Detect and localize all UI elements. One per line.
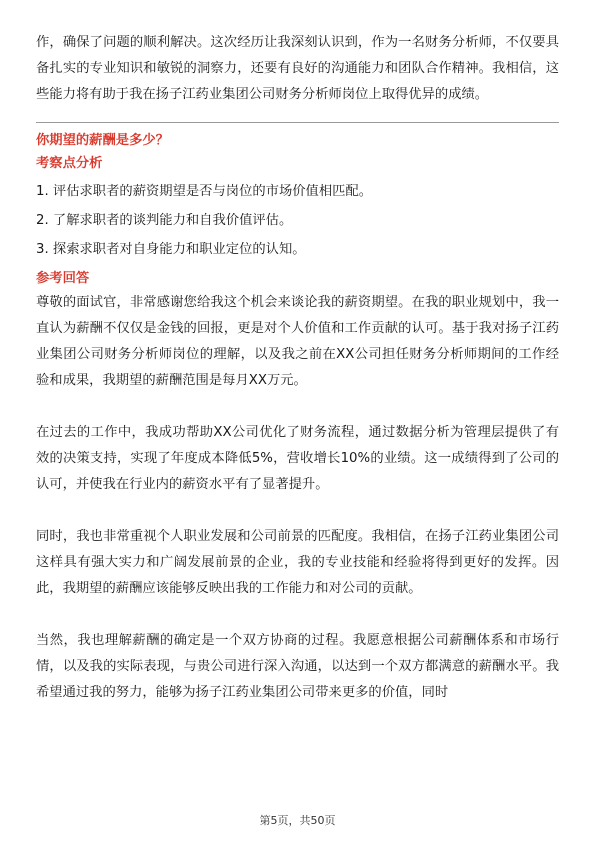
answer-paragraph: 尊敬的面试官，非常感谢您给我这个机会来谈论我的薪资期望。在我的职业规划中，我一直认为薪酬不仅仅是金钱的回报，更是对个人价值和工作贡献的认可。基于我对扬子江药业集团公司财务分析师岗位的理解，以及我之前在XX公司担任财务分析师期间的工作经验和成果，我期望的薪酬范围是每月XX万元。 (36, 295, 559, 388)
section-divider (36, 122, 559, 123)
paragraph-gap (36, 602, 559, 628)
answer-paragraph: 在过去的工作中，我成功帮助XX公司优化了财务流程，通过数据分析为管理层提供了有效的决策支持，实现了年度成本降低5%，营收增长10%的业绩。这一成绩得到了公司的认可，并使我在行业内的薪资水平有了显著提升。 (36, 425, 559, 492)
page-number: 第5页，共50页 (259, 814, 336, 827)
intro-paragraph: 作，确保了问题的顺利解决。这次经历让我深刻认识到，作为一名财务分析师，不仅要具备扎实的专业知识和敏锐的洞察力，还要有良好的沟通能力和团队合作精神。我相信，这些能力将有助于我在扬子江药业集团公司财务分析师岗位上取得优异的成绩。 (36, 35, 559, 102)
analysis-item: 1. 评估求职者的薪资期望是否与岗位的市场价值相匹配。 (36, 184, 373, 199)
question-title: 你期望的薪酬是多少？ (36, 133, 169, 148)
paragraph-gap (36, 394, 559, 420)
answer-paragraph: 同时，我也非常重视个人职业发展和公司前景的匹配度。我相信，在扬子江药业集团公司这样具有强大实力和广阔发展前景的企业，我的专业技能和经验将得到更好的发挥。因此，我期望的薪酬应该能够反映出我的工作能力和对公司的贡献。 (36, 529, 559, 596)
answer-paragraph: 当然，我也理解薪酬的确定是一个双方协商的过程。我愿意根据公司薪酬体系和市场行情，以及我的实际表现，与贵公司进行深入沟通，以达到一个双方都满意的薪酬水平。我希望通过我的努力，能够为扬子江药业集团公司带来更多的价值，同时 (36, 633, 559, 700)
analysis-heading: 考察点分析 (36, 156, 103, 171)
paragraph-gap (36, 498, 559, 524)
analysis-item: 2. 了解求职者的谈判能力和自我价值评估。 (36, 213, 293, 228)
analysis-item: 3. 探索求职者对自身能力和职业定位的认知。 (36, 242, 306, 257)
document-page (36, 30, 559, 706)
answer-heading: 参考回答 (36, 271, 90, 286)
analysis-list (36, 177, 559, 264)
